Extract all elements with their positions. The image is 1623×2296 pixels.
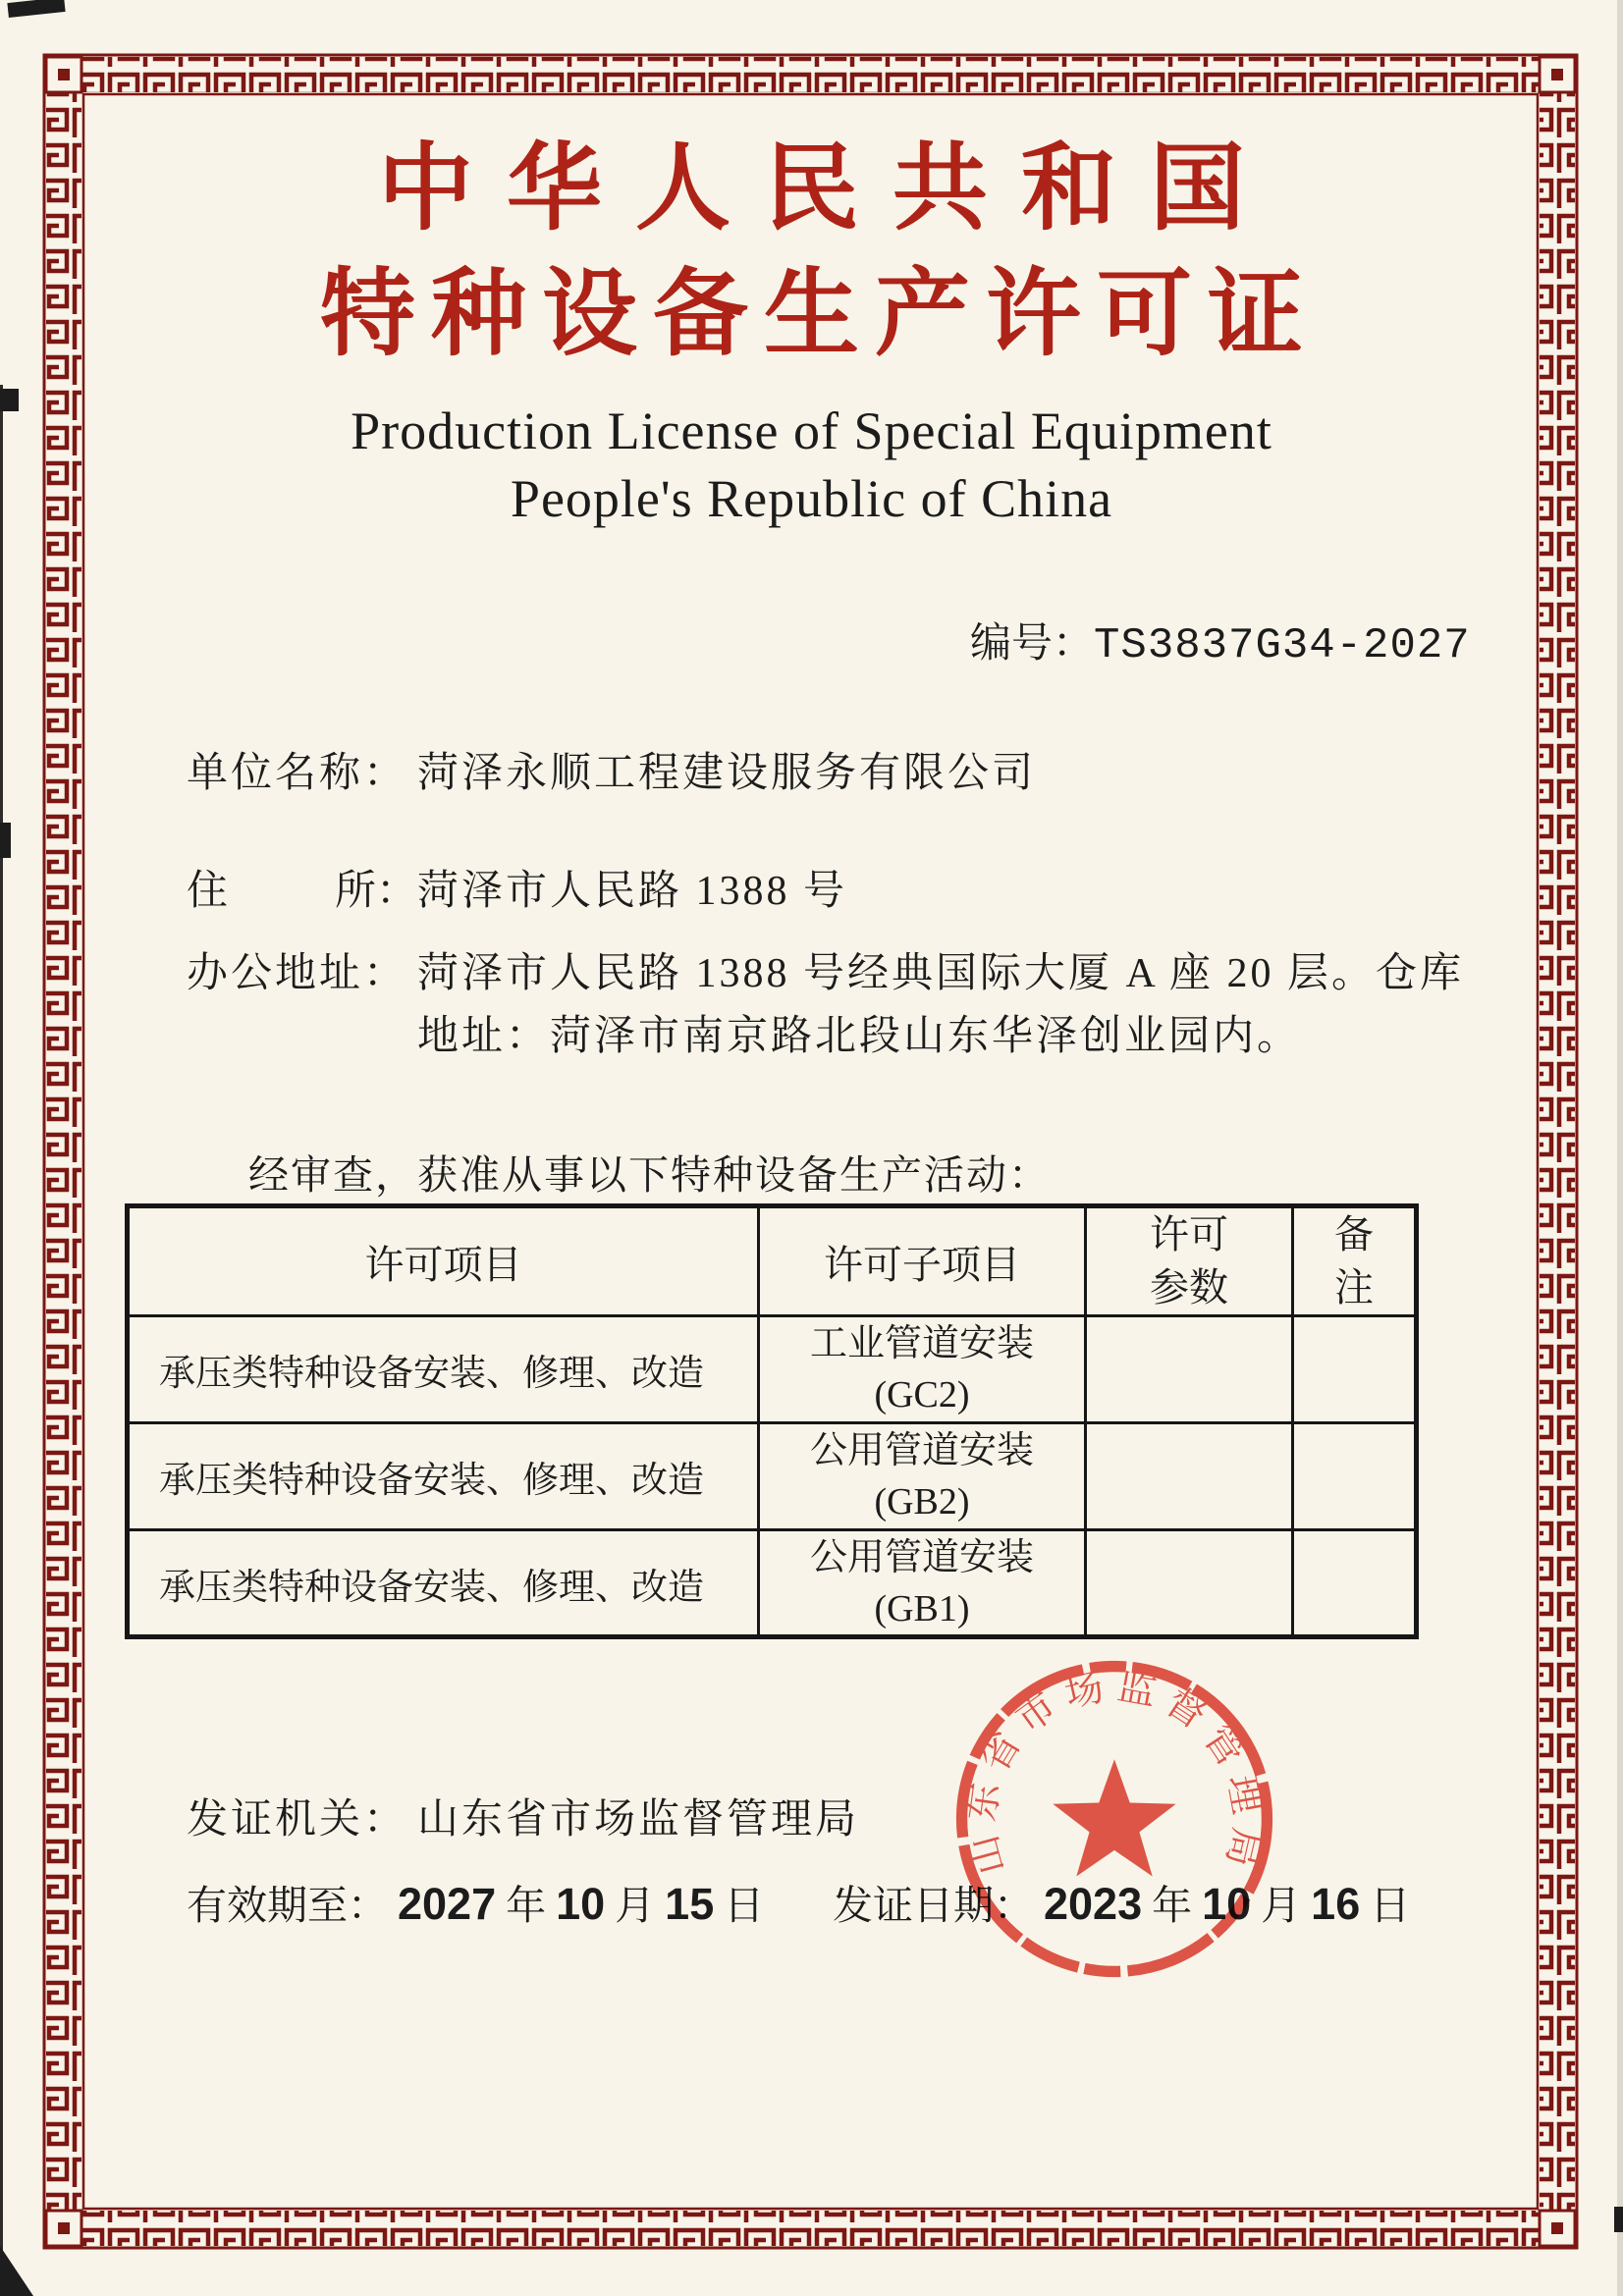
issue-day: 16	[1311, 1879, 1361, 1929]
cell-item: 承压类特种设备安装、修理、改造	[128, 1530, 759, 1637]
table-row	[128, 1530, 1417, 1637]
header-remark-text: 备注	[1334, 1212, 1374, 1309]
valid-day: 15	[665, 1879, 715, 1929]
title-en-line1: Production License of Special Equipment	[351, 401, 1272, 460]
company-name-value: 菏泽永顺工程建设服务有限公司	[417, 751, 1037, 796]
residence-row	[187, 858, 847, 917]
header-license-parameter-text: 许可参数	[1150, 1212, 1228, 1309]
year-unit: 年	[1152, 1883, 1193, 1928]
title-en-line2: People's Republic of China	[510, 469, 1113, 528]
license-number-value: TS3837G34-2027	[1094, 621, 1471, 670]
cell-remark	[1293, 1530, 1417, 1637]
issue-year: 2023	[1044, 1879, 1143, 1929]
header-remark	[1293, 1206, 1417, 1316]
cell-parameter	[1086, 1316, 1293, 1423]
cell-sub-item	[759, 1530, 1086, 1637]
office-address-line1: 菏泽市人民路 1388 号经典国际大厦 A 座 20 层。仓库	[417, 951, 1465, 996]
issuer-value: 山东省市场监督管理局	[417, 1797, 860, 1842]
license-number-label: 编号：	[970, 621, 1095, 667]
license-number-row	[970, 611, 1471, 670]
company-name-label: 单位名称：	[187, 751, 408, 796]
scan-artifact-bottom-left	[0, 2246, 33, 2296]
month-unit: 月	[1261, 1883, 1302, 1928]
sub-item-name: 公用管道安装	[809, 1536, 1034, 1578]
scan-artifact-top-left	[7, 0, 65, 18]
table-row	[128, 1423, 1417, 1530]
sub-item-name: 工业管道安装	[809, 1323, 1034, 1364]
office-address-row	[187, 942, 1464, 1068]
residence-value: 菏泽市人民路 1388 号	[417, 869, 848, 914]
seal-star-icon	[1053, 1759, 1175, 1876]
cell-remark	[1293, 1423, 1417, 1530]
day-unit: 日	[1370, 1883, 1411, 1928]
company-name-row	[187, 740, 1036, 799]
title-cn-line1: 中华人民共和国	[378, 136, 1278, 241]
cell-item: 承压类特种设备安装、修理、改造	[128, 1316, 759, 1423]
valid-year: 2027	[398, 1879, 497, 1929]
cell-parameter	[1086, 1423, 1293, 1530]
year-unit: 年	[506, 1883, 547, 1928]
day-unit: 日	[724, 1883, 765, 1928]
residence-label-char1: 住	[187, 869, 229, 914]
scan-artifact-right-edge	[1617, 0, 1623, 2296]
office-address-value	[417, 942, 1464, 1068]
residence-label	[187, 858, 417, 917]
valid-until-row	[187, 1873, 764, 1931]
license-activity-table	[125, 1203, 1419, 1639]
valid-until-label: 有效期至：	[187, 1883, 388, 1928]
residence-label-rest: 所：	[334, 869, 417, 914]
seal-text-path: 山东省市场监督管理局	[960, 1665, 1269, 1880]
table-header-row	[128, 1206, 1417, 1316]
valid-month: 10	[556, 1879, 606, 1929]
seal-text	[960, 1666, 1268, 1879]
sub-item-code: (GB1)	[874, 1587, 970, 1629]
issue-date-label: 发证日期：	[833, 1883, 1034, 1928]
cell-sub-item	[759, 1316, 1086, 1423]
border-top	[46, 57, 1575, 92]
scan-artifact-bottom-right	[1614, 2207, 1623, 2232]
border-bottom	[46, 2211, 1575, 2246]
scan-artifact-mark-2	[0, 823, 11, 858]
office-address-line2: 地址：菏泽市南京路北段山东华泽创业园内。	[417, 1014, 1302, 1059]
cell-remark	[1293, 1316, 1417, 1423]
issue-date-row	[833, 1873, 1410, 1931]
scan-artifact-mark-1	[0, 389, 19, 411]
header-license-parameter	[1086, 1206, 1293, 1316]
office-address-label: 办公地址：	[187, 951, 408, 996]
issuer-row	[187, 1787, 859, 1845]
header-license-item: 许可项目	[128, 1206, 759, 1316]
border-left	[46, 57, 81, 2246]
sub-item-name: 公用管道安装	[809, 1430, 1034, 1471]
sub-item-code: (GB2)	[874, 1481, 970, 1522]
border-right	[1540, 57, 1575, 2246]
cell-item: 承压类特种设备安装、修理、改造	[128, 1423, 759, 1530]
official-seal-stamp	[943, 1647, 1286, 1991]
approval-intro: 经审查，获准从事以下特种设备生产活动：	[248, 1152, 1051, 1198]
sub-item-code: (GC2)	[874, 1374, 970, 1415]
scan-artifact-left-line	[0, 385, 3, 2296]
table-row	[128, 1316, 1417, 1423]
issuer-label: 发证机关：	[187, 1797, 408, 1842]
issue-month: 10	[1202, 1879, 1252, 1929]
header-license-sub-item: 许可子项目	[759, 1206, 1086, 1316]
cell-sub-item	[759, 1423, 1086, 1530]
title-cn-line2: 特种设备生产许可证	[320, 262, 1319, 367]
month-unit: 月	[615, 1883, 656, 1928]
cell-parameter	[1086, 1530, 1293, 1637]
